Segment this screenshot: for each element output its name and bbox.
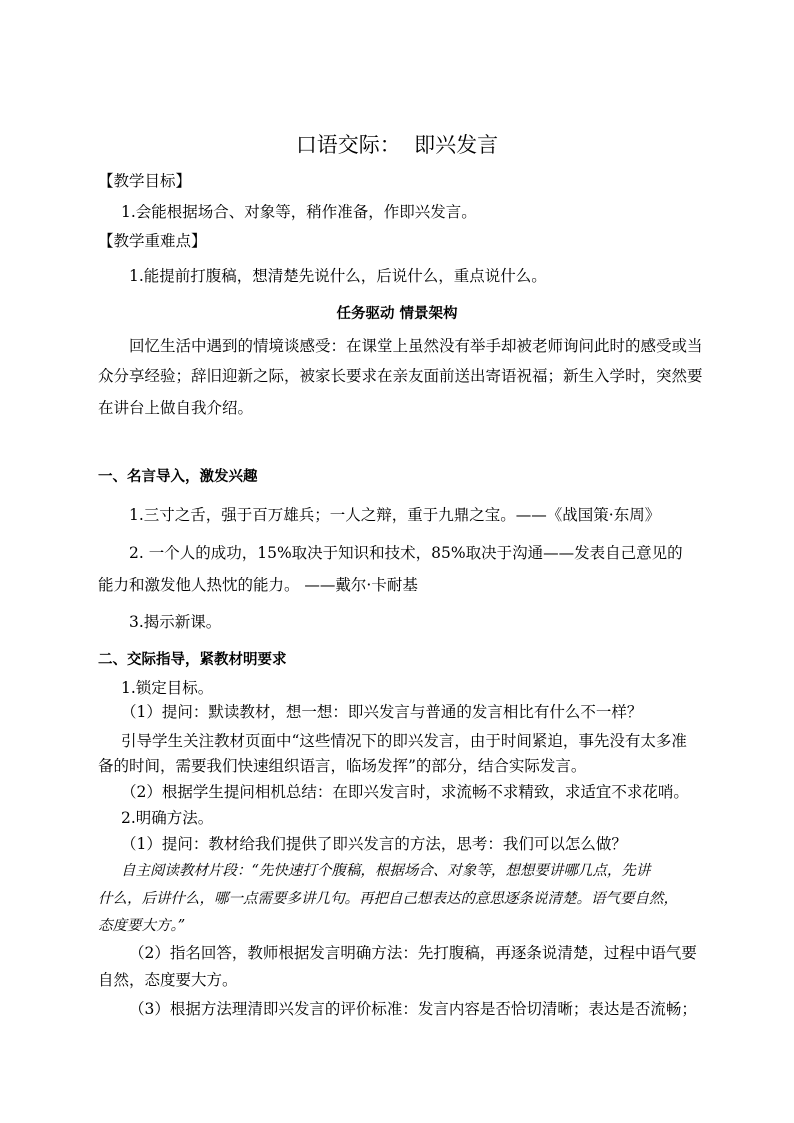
part2-guide-a: 引导学生关注教材页面中“这些情况下的即兴发言，由于时间紧迫，事先没有太多准 (121, 732, 687, 750)
goal-item-1: 1.会能根据场合、对象等，稍作准备，作即兴发言。 (121, 203, 477, 221)
key-item-1: 1.能提前打腹稿，想清楚先说什么，后说什么，重点说什么。 (129, 267, 547, 285)
part1-item-2a: 2. 一个人的成功，15%取决于知识和技术，85%取决于沟通——发表自己意见的 (129, 544, 683, 562)
part2-q1: （1）提问：默读教材，想一想：即兴发言与普通的发言相比有什么不一样？ (121, 703, 643, 721)
part2-read-b: 什么，后讲什么，哪一点需要多讲几句。再把自己想表达的意思逐条说清楚。语气要自然， (98, 891, 678, 907)
part2-m2a: （2）指名回答，教师根据发言明确方法：先打腹稿，再逐条说清楚，过程中语气要 (129, 944, 697, 962)
part2-q2: （2）根据学生提问相机总结：在即兴发言时，求流畅不求精致，求适宜不求花哨。 (121, 783, 689, 801)
part1-item-2b: 能力和激发他人热忱的能力。 ——戴尔·卡耐基 (98, 576, 418, 594)
part2-m1: （1）提问：教材给我们提供了即兴发言的方法，思考：我们可以怎么做？ (121, 835, 627, 853)
intro-line-3: 在讲台上做自我介绍。 (98, 399, 254, 417)
task-heading: 任务驱动 情景架构 (336, 306, 458, 322)
goal-heading: 【教学目标】 (98, 172, 192, 190)
intro-line-1: 回忆生活中遇到的情境谈感受：在课堂上虽然没有举手却被老师询问此时的感受或当 (129, 337, 703, 355)
key-heading: 【教学重难点】 (98, 232, 207, 250)
page-title: 口语交际： 即兴发言 (295, 133, 499, 157)
part2-step-2: 2.明确方法。 (121, 809, 214, 827)
intro-line-2: 众分享经验；辞旧迎新之际，被家长要求在亲友面前送出寄语祝福；新生入学时，突然要 (98, 367, 703, 385)
part2-guide-b: 备的时间，需要我们快速组织语言，临场发挥”的部分，结合实际发言。 (98, 757, 587, 775)
part2-m3: （3）根据方法理清即兴发言的评价标准：发言内容是否恰切清晰；表达是否流畅； (129, 1000, 697, 1018)
part2-m2b: 自然，态度要大方。 (98, 971, 238, 989)
part2-read-c: 态度要大方。” (98, 918, 186, 934)
part1-heading: 一、名言导入，激发兴趣 (98, 469, 258, 485)
part1-item-3: 3.揭示新课。 (129, 613, 222, 631)
part2-heading: 二、交际指导，紧教材明要求 (98, 652, 287, 668)
part1-item-1: 1.三寸之舌，强于百万雄兵；一人之辩，重于九鼎之宝。——《战国策·东周》 (129, 506, 661, 524)
part2-step-1: 1.锁定目标。 (121, 679, 214, 697)
part2-read-a: 自主阅读教材片段：“先快速打个腹稿，根据场合、对象等，想想要讲哪几点，先讲 (121, 863, 651, 879)
